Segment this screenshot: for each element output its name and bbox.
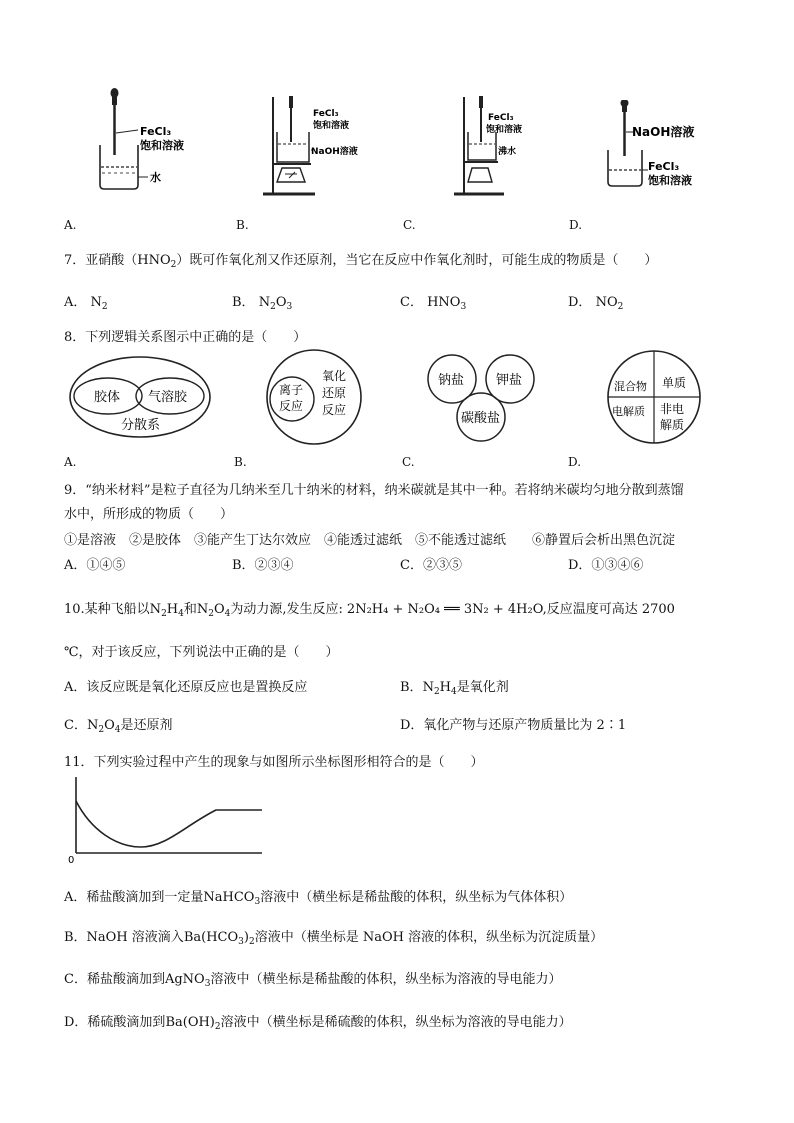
reagent-label: 饱和溶液 — [648, 174, 692, 187]
reagent-label: NaOH溶液 — [632, 125, 695, 139]
reagent-label: FeCl₃ — [488, 113, 514, 123]
reagent-label: FeCl₃ — [648, 160, 680, 173]
apparatus-figure-b — [255, 92, 375, 202]
option-label-d: D. — [568, 455, 582, 469]
option-label-c: C. — [403, 218, 416, 232]
question-7-stem: 7．亚硝酸$(HNO_2)$既可作氧化剂又作还原剂，当它在反应中作氧化剂时，可能生成的物质是（ ） — [64, 253, 658, 270]
option-label-b: B. — [236, 218, 249, 232]
question-10-option-d: D．氧化产物与还原产物质量比为 2∶1 — [400, 718, 627, 733]
diagram-label: 单质 — [662, 376, 687, 390]
question-10-stem-line2: ℃，对于该反应，下列说法中正确的是（ ） — [64, 645, 339, 660]
question-11-option-c: C．稀盐酸滴加到AgNO$_3$溶液中（横坐标是稀盐酸的体积，纵坐标为溶液的导电能力） — [64, 972, 562, 989]
question-9-items: ①是溶液 ②是胶体 ③能产生丁达尔效应 ④能透过滤纸 ⑤不能透过滤纸 ⑥静置后会析出黑色沉淀 — [64, 533, 676, 548]
reagent-label: 饱和溶液 — [486, 125, 523, 135]
question-8-stem: 8．下列逻辑关系图示中正确的是（ ） — [64, 330, 307, 345]
diagram-label: 氧化 — [322, 369, 347, 383]
question-11-stem: 11．下列实验过程中产生的现象与如图所示坐标图形相符合的是（ ） — [64, 755, 484, 770]
question-7-option-a: A． $N_2$ — [64, 295, 108, 312]
diagram-label: 钾盐 — [496, 373, 523, 388]
question-10-option-a: A．该反应既是氧化还原反应也是置换反应 — [64, 680, 308, 695]
diagram-label: 解质 — [660, 418, 685, 432]
apparatus-figure-a — [90, 85, 210, 200]
coordinate-graph — [66, 775, 266, 865]
liquid-label: 水 — [150, 171, 161, 184]
diagram-label: 混合物 — [614, 380, 647, 393]
question-9-option-b: B．②③④ — [232, 558, 294, 573]
diagram-label: 还原 — [322, 386, 347, 400]
reagent-label: FeCl₃ — [140, 125, 172, 138]
reagent-label: 饱和溶液 — [313, 121, 350, 131]
diagram-label: 气溶胶 — [148, 390, 188, 405]
logic-diagram-a — [66, 352, 216, 442]
question-9-stem-line1: 9．“纳米材料”是粒子直径为几纳米至几十纳米的材料，纳米碳就是其中一种。若将纳米碳均匀地分散到蒸馏 — [64, 483, 684, 498]
option-label-c: C. — [402, 455, 415, 469]
question-7-option-d: D． $NO_2$ — [568, 295, 624, 312]
diagram-label: 分散系 — [121, 418, 161, 433]
option-label-b: B. — [234, 455, 247, 469]
diagram-label: 钠盐 — [438, 373, 465, 388]
liquid-label: NaOH溶液 — [311, 147, 358, 157]
diagram-label: 胶体 — [94, 390, 121, 405]
question-9-option-c: C．②③⑤ — [400, 558, 462, 573]
question-9-option-a: A．①④⑤ — [64, 558, 126, 573]
logic-diagram-d — [604, 347, 704, 447]
diagram-label: 反应 — [322, 403, 347, 417]
logic-diagram-c — [426, 352, 546, 442]
question-7-option-b: B． $N_2O_3$ — [232, 295, 293, 312]
diagram-label: 碳酸盐 — [461, 411, 501, 426]
origin-label: 0 — [68, 855, 75, 865]
question-9-option-d: D．①③④⑥ — [568, 558, 644, 573]
diagram-label: 电解质 — [612, 405, 645, 418]
option-label-a: A. — [64, 455, 77, 469]
question-10-stem-line1: 10.某种飞船以$N_2H_4$和$N_2O_4$为动力源,发生反应: 2N₂H₄ + N₂O₄ ══ 3N₂ + 4H₂O,反应温度可高达 2700 — [64, 602, 675, 619]
apparatus-figure-d — [604, 100, 724, 195]
reaction-equation: 2N₂H₄ + N₂O₄ ══ 3N₂ + 4H₂O — [346, 602, 543, 617]
diagram-label: 离子 — [279, 383, 304, 397]
question-11-option-d: D．稀硫酸滴加到$Ba(OH)_2$溶液中（横坐标是稀硫酸的体积，纵坐标为溶液的导电能力） — [64, 1015, 572, 1032]
apparatus-figure-c — [446, 92, 556, 202]
diagram-label: 反应 — [279, 399, 304, 413]
option-label-a: A. — [64, 218, 77, 232]
question-10-option-b: B．$N_2H_4$是氧化剂 — [400, 680, 509, 697]
diagram-label: 非电 — [660, 402, 685, 416]
logic-diagram-b — [262, 347, 372, 447]
liquid-label: 沸水 — [498, 147, 517, 157]
question-7-option-c: C． $HNO_3$ — [400, 295, 467, 312]
question-11-option-a: A．稀盐酸滴加到一定量NaHCO$_3$溶液中（横坐标是稀盐酸的体积，纵坐标为气体体积） — [64, 890, 573, 907]
reagent-label: FeCl₃ — [313, 109, 339, 119]
question-11-option-b: B．NaOH 溶液滴入$Ba(HCO_3)_2$溶液中（横坐标是 NaOH 溶液的体积，纵坐标为沉淀质量） — [64, 930, 604, 947]
reagent-label: 饱和溶液 — [140, 139, 184, 152]
option-label-d: D. — [569, 218, 583, 232]
question-10-option-c: C．$N_2O_4$是还原剂 — [64, 718, 173, 735]
question-9-stem-line2: 水中，所形成的物质（ ） — [64, 507, 234, 522]
